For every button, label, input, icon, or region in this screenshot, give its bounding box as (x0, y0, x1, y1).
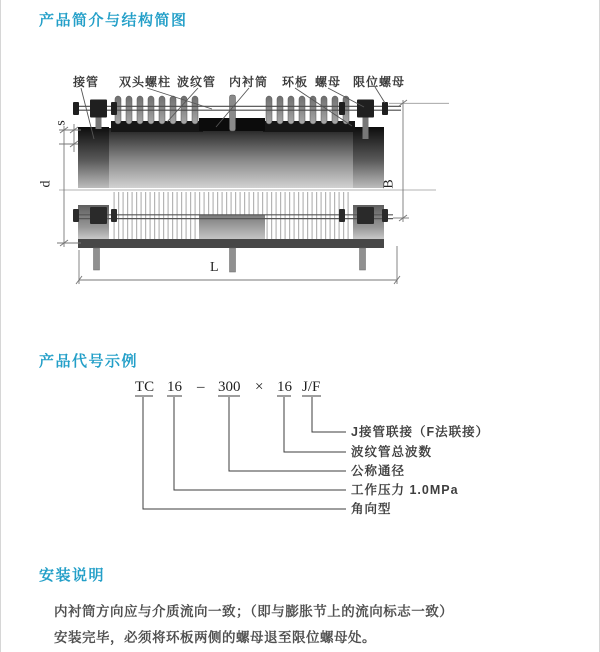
install-instruction-line-1: 内衬筒方向应与介质流向一致；（即与膨胀节上的流向标志一致） (54, 604, 454, 619)
code-token-dash: – (197, 379, 205, 395)
part-label-limit-nut: 限位螺母 (353, 75, 406, 89)
code-leader-lines (135, 396, 346, 509)
code-token-pressure: 16 (167, 379, 182, 395)
code-token-type-prefix: TC (135, 379, 155, 395)
part-label-double-end-stud: 双头螺柱 (119, 75, 172, 89)
section-title-code: 产品代号示例 (39, 353, 139, 370)
code-token-connection: J/F (302, 379, 321, 395)
dim-label-b: B (381, 179, 397, 189)
part-label-connection-pipe: 接管 (73, 75, 100, 89)
dim-label-d: d (38, 180, 54, 188)
code-token-times: × (255, 379, 264, 395)
dim-label-s: s (53, 120, 69, 126)
part-label-inner-liner: 内衬筒 (229, 75, 269, 89)
part-label-ring-plate: 环板 (282, 75, 309, 89)
code-token-diameter: 300 (218, 379, 241, 395)
legend-nominal-diameter: 公称通径 (351, 464, 406, 478)
legend-wave-count: 波纹管总波数 (351, 445, 433, 459)
section-title-intro: 产品简介与结构简图 (39, 12, 188, 29)
legend-working-pressure: 工作压力 1.0MPa (351, 483, 459, 497)
legend-connection-type: J接管联接（F法联接） (351, 425, 490, 439)
expansion-joint-drawing (1, 0, 600, 652)
legend-angular-type: 角向型 (351, 502, 392, 516)
dim-label-l: L (210, 260, 219, 275)
code-token-waves: 16 (277, 379, 292, 395)
install-instruction-line-2: 安装完毕，必须将环板两侧的螺母退至限位螺母处。 (54, 630, 376, 645)
lower-assembly (73, 192, 393, 272)
part-label-bellows: 波纹管 (177, 75, 217, 89)
part-label-nut: 螺母 (315, 75, 342, 89)
section-title-install: 安装说明 (39, 567, 106, 584)
